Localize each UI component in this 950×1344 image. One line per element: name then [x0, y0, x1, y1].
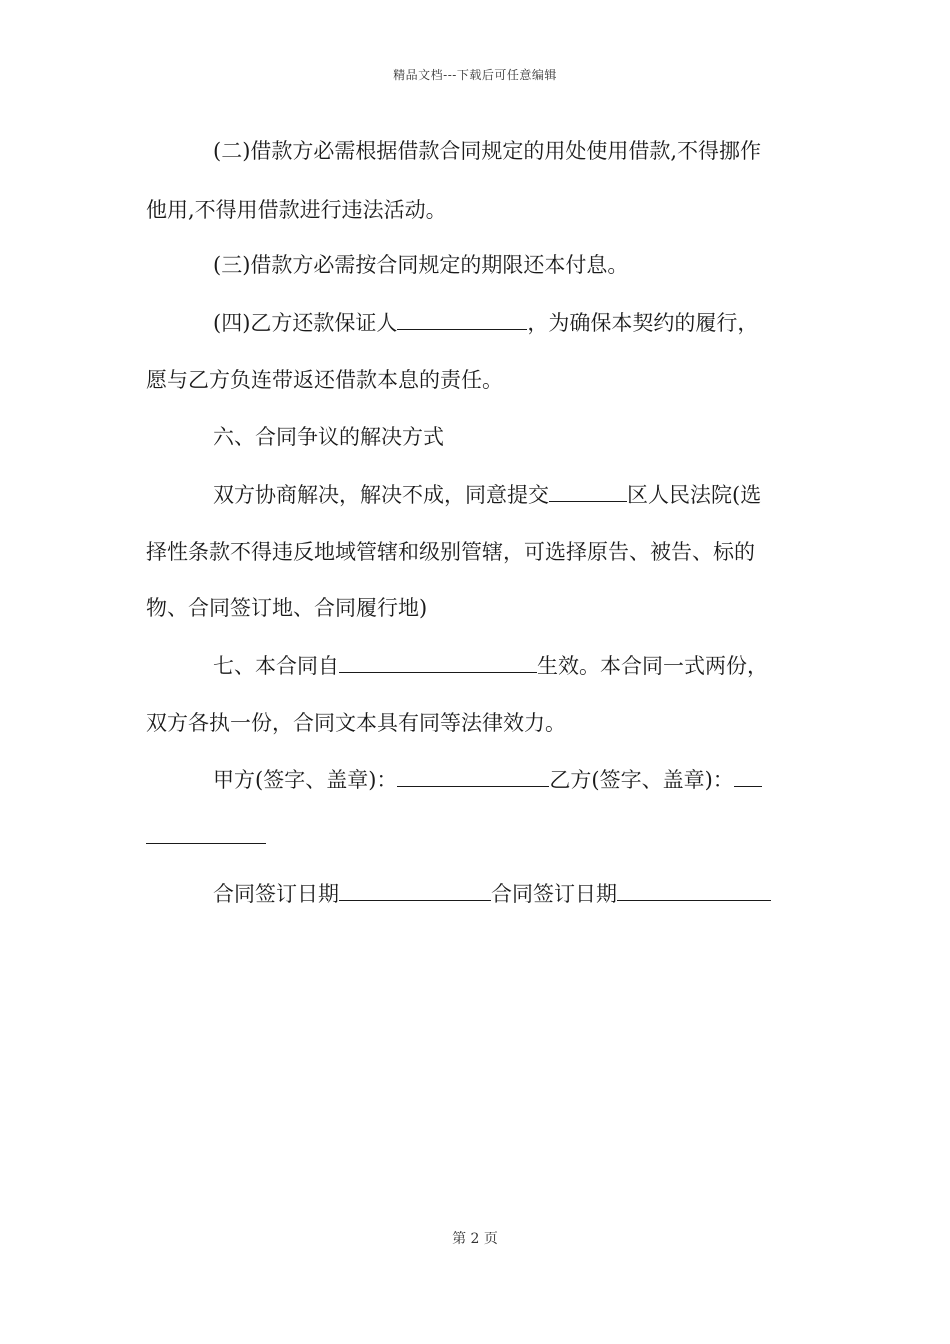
section-6-title: 六、合同争议的解决方式	[213, 425, 444, 449]
section-6-line-3: 物、合同签订地、合同履行地)	[146, 596, 428, 620]
section-6-line-2: 择性条款不得违反地域管辖和级别管辖，可选择原告、被告、标的	[146, 540, 755, 564]
signature-line-continued	[146, 822, 816, 852]
section-7-text-a: 七、本合同自	[213, 654, 339, 678]
court-district-blank	[549, 481, 627, 502]
party-b-signature-blank-cont	[146, 823, 266, 844]
clause-4-line-2: 愿与乙方负连带返还借款本息的责任。	[146, 368, 503, 392]
section-7-line-2: 双方各执一份，合同文本具有同等法律效力。	[146, 711, 566, 735]
clause-2-line-1: (二)借款方必需根据借款合同规定的用处使用借款,不得挪作	[213, 139, 762, 163]
clause-4-text-b: ，为确保本契约的履行，	[527, 311, 759, 335]
party-a-signature-blank	[397, 766, 549, 787]
section-6-text-a: 双方协商解决，解决不成，同意提交	[213, 483, 549, 507]
section-7-text-b: 生效。本合同一式两份，	[537, 654, 768, 678]
party-a-signature-label: 甲方(签字、盖章)：	[213, 768, 398, 792]
clause-4-text-a: (四)乙方还款保证人	[213, 311, 398, 335]
party-b-signature-label: 乙方(签字、盖章)：	[549, 768, 734, 792]
party-b-date-blank	[617, 880, 771, 901]
page-prefix: 第	[452, 1231, 467, 1247]
page-footer	[0, 1228, 950, 1248]
party-b-signature-blank	[734, 766, 762, 787]
clause-3: (三)借款方必需按合同规定的期限还本付息。	[213, 253, 629, 277]
effective-date-blank	[339, 652, 537, 673]
page-suffix: 页	[483, 1231, 498, 1247]
page-number: 2	[470, 1231, 480, 1247]
party-a-date-label: 合同签订日期	[213, 882, 339, 906]
section-6-line-1	[213, 480, 813, 510]
party-b-date-label: 合同签订日期	[491, 882, 617, 906]
section-6-text-b: 区人民法院(选	[627, 483, 762, 507]
clause-2-line-2: 他用,不得用借款进行违法活动。	[146, 198, 447, 222]
signature-line	[213, 765, 813, 795]
guarantor-blank	[397, 309, 527, 330]
document-header: 精品文档---下载后可任意编辑	[393, 68, 557, 82]
clause-4-line-1	[213, 308, 813, 338]
section-7-line-1	[213, 651, 813, 681]
party-a-date-blank	[339, 880, 491, 901]
signing-date-line	[213, 879, 813, 909]
